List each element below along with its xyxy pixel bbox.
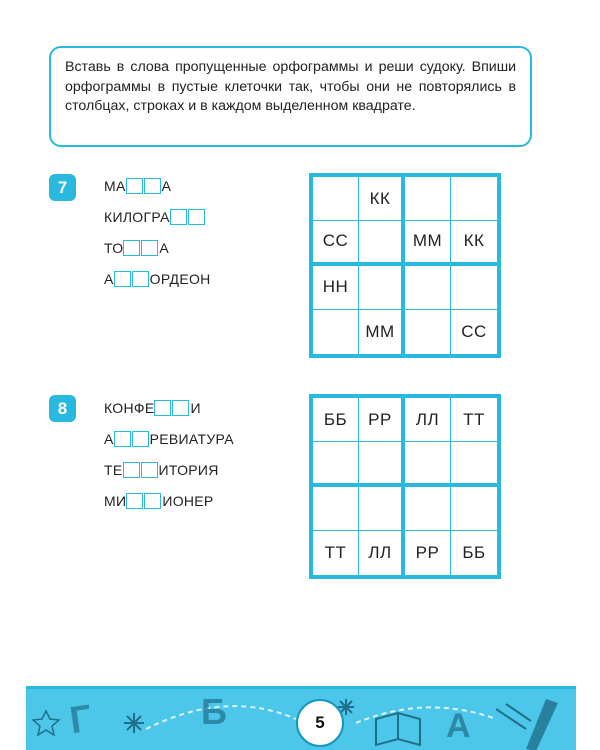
footer-decoration (26, 686, 576, 750)
sudoku-cell: ТТ (313, 531, 359, 575)
word-item (104, 232, 211, 263)
blank-box[interactable] (132, 431, 149, 447)
blank-box[interactable] (141, 462, 158, 478)
sudoku-cell[interactable] (359, 266, 405, 310)
sudoku-cell: ББ (462, 542, 486, 562)
blank-box[interactable] (141, 240, 158, 256)
snowflake-icon (124, 713, 144, 733)
sudoku-cell: РР (359, 398, 405, 442)
sudoku-cell: СС (461, 321, 487, 341)
blank-box[interactable] (144, 178, 161, 194)
word-suffix: РЕВИАТУРА (149, 430, 234, 447)
word-prefix: ТО (104, 239, 124, 256)
blank-box[interactable] (144, 493, 161, 509)
instruction-box (49, 46, 532, 147)
blank-box[interactable] (123, 462, 140, 478)
book-icon (376, 713, 420, 745)
sudoku-cell: ММ (359, 310, 405, 354)
blank-box[interactable] (114, 271, 131, 287)
sudoku-cell: НН (313, 266, 359, 310)
sudoku-cell[interactable] (359, 487, 405, 531)
word-prefix: МА (104, 177, 126, 194)
sudoku-cell[interactable] (313, 442, 359, 486)
decor-letter: Б (201, 691, 227, 732)
sudoku-cell[interactable] (313, 310, 359, 354)
word-item (104, 423, 234, 454)
instruction-text: Вставь в слова пропущенные орфограммы и реши судоку. Впиши орфограммы в пустые клеточки так, чтобы они не повторялись в столбцах, строках и в каждом выделенном квадрате. (65, 59, 516, 114)
sudoku-cell: ЛЛ (405, 398, 451, 442)
word-prefix: А (104, 270, 114, 287)
sudoku-cell: ММ (405, 221, 451, 265)
task-7-sudoku-grid (309, 173, 501, 358)
word-prefix: А (104, 430, 114, 447)
sudoku-cell: КК (451, 221, 497, 265)
word-item (104, 392, 234, 423)
task-7-word-list (104, 170, 211, 294)
blank-box[interactable] (123, 240, 140, 256)
word-item (104, 263, 211, 294)
word-suffix: А (161, 177, 172, 194)
task-7-number-badge: 7 (49, 174, 76, 201)
sudoku-cell[interactable] (405, 266, 451, 310)
sudoku-cell[interactable] (405, 442, 451, 486)
sudoku-cell: КК (359, 177, 405, 221)
word-suffix: А (159, 239, 170, 256)
sudoku-cell[interactable] (451, 177, 497, 221)
word-item (104, 201, 211, 232)
decor-letter: Г (67, 697, 95, 743)
sudoku-cell[interactable] (359, 442, 405, 486)
sudoku-cell: СС (313, 221, 359, 265)
word-item (104, 485, 234, 516)
task-8-word-list (104, 392, 234, 516)
sudoku-cell[interactable] (359, 221, 405, 265)
word-prefix: КИЛОГРА (104, 208, 170, 225)
blank-box[interactable] (154, 400, 171, 416)
blank-box[interactable] (170, 209, 187, 225)
blank-box[interactable] (172, 400, 189, 416)
word-suffix: ИОНЕР (162, 492, 214, 509)
task-8-number-badge: 8 (49, 395, 76, 422)
star-icon (33, 711, 59, 735)
word-prefix: ТЕ (104, 461, 123, 478)
sudoku-cell: ЛЛ (359, 531, 405, 575)
sudoku-cell[interactable] (405, 310, 451, 354)
sudoku-cell[interactable] (451, 442, 497, 486)
decor-letter: А (446, 707, 471, 745)
pencil-icon (526, 699, 558, 750)
word-prefix: КОНФЕ (104, 399, 155, 416)
blank-box[interactable] (188, 209, 205, 225)
page-number: 5 (296, 699, 344, 747)
task-8-sudoku-grid (309, 394, 501, 579)
sudoku-cell: РР (405, 531, 451, 575)
sudoku-cell[interactable] (405, 487, 451, 531)
word-suffix: ОРДЕОН (149, 270, 211, 287)
blank-box[interactable] (126, 493, 143, 509)
word-prefix: МИ (104, 492, 127, 509)
word-item (104, 170, 211, 201)
sudoku-cell[interactable] (451, 266, 497, 310)
sudoku-cell[interactable] (405, 177, 451, 221)
sudoku-cell[interactable] (313, 177, 359, 221)
sudoku-cell: ТТ (451, 398, 497, 442)
word-suffix: И (190, 399, 201, 416)
blank-box[interactable] (126, 178, 143, 194)
blank-box[interactable] (132, 271, 149, 287)
sudoku-cell: ББ (313, 398, 359, 442)
word-item (104, 454, 234, 485)
sudoku-cell[interactable] (313, 487, 359, 531)
sudoku-cell[interactable] (451, 487, 497, 531)
blank-box[interactable] (114, 431, 131, 447)
word-suffix: ИТОРИЯ (158, 461, 219, 478)
